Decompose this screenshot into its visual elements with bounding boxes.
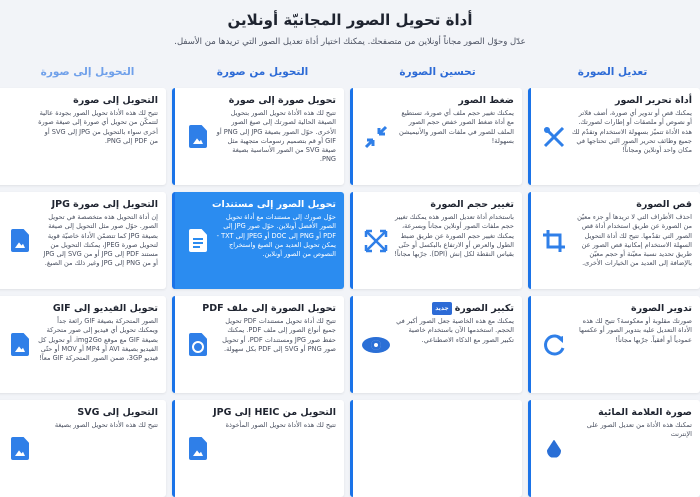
tools-grid	[0, 88, 700, 448]
card-title: تحويل الصور إلى مستندات	[212, 199, 336, 210]
card-crop-image[interactable]	[528, 192, 700, 289]
card-title: التحويل من HEIC إلى JPG	[213, 407, 336, 418]
card-title: تكبير الصورةجديد	[394, 302, 514, 315]
card-description: احذف الأطراف التي لا تريدها أو جزء معيّن من الصورة عن طريق استخدام أداة قص الصور التي تقدّمها. تتيح لك أداة التحويل السهلة الاستخدام إمكانية قص الصور عن طريق تحديد نسبة معيّنة أو حجم معيّن بالإضافة إلى العديد من الخيارات الأخرى.	[577, 213, 692, 268]
card-title: تغيير حجم الصورة	[430, 199, 514, 210]
magic-wand-icon	[537, 88, 571, 185]
card-convert-image-to-pdf[interactable]	[172, 296, 344, 393]
water-drop-icon	[537, 400, 571, 497]
card-description: باستخدام أداة تعديل الصور هذه يمكنك تغيير حجم ملفات الصور أونلاين مجاناً وبسرعة، يمكنك تغيير حجم الصورة عن طريق ضبط الطول والعرض أو الارتفاع بالبكسل أو حتّى بقياس النقطة لكل إنش (DPI). جرّبها مجاناً!	[394, 213, 514, 259]
card-description: يمكنك قص أو تدوير أي صورة، أضف فلاتر أو نصوص أو ملصقات أو إطارات لصورتك. هذه الأداة تتميّز بسهولة الاستخدام وتقدّم لك جميع وظائف تحرير الصور التي تحتاجها في مكان واحد أونلاين ومجاناً!	[572, 109, 692, 155]
tab-convert-from-image[interactable]: التحويل من صورة	[216, 66, 309, 78]
document-file-icon	[181, 192, 215, 289]
card-convert-image-to-image[interactable]	[172, 88, 344, 185]
card-convert-image-to-documents[interactable]	[172, 192, 344, 289]
card-convert-heic-to-jpg[interactable]	[172, 400, 344, 497]
card-convert-to-jpg[interactable]	[0, 192, 166, 289]
new-badge: جديد	[432, 302, 452, 315]
card-description: صورتك مقلوبة أو معكوسة؟ تتيح لك هذه الأداة التعديل عليه بتدوير الصور أو عكسها عمودياً أو أفقياً. جرّبها مجاناً!	[579, 317, 692, 344]
card-edit-image[interactable]	[528, 88, 700, 185]
card-title: التحويل إلى صورة	[73, 95, 158, 106]
pdf-file-icon	[181, 296, 215, 393]
card-description: يمكنك مع هذه الخاصية جعل الصور أكبر في الحجم. استخدمها الآن باستخدام خاصية تكبير الصور مع الذكاء الاصطناعي.	[396, 317, 514, 344]
card-description: الصور المتحركة بصيغة GIF رائعة جداً ويمكنك تحويل أي فيديو إلى صور متحركة بصيغة GIF مع موقع img2Go، أو تحويل كل الفيديو بصيغة AVI أو MP4 أو MOV أو حتّى فيديو 3GP، ضمن الصور المتحركة GIF معاً!	[38, 317, 158, 363]
card-description: تتيح لك هذه الأداة تحويل الصور المأخوذة	[225, 421, 336, 429]
card-title: صورة العلامة المائية	[598, 407, 692, 418]
image-file-icon	[3, 192, 37, 289]
page-subtitle: عدّل وحوّل الصور مجاناً أونلاين من متصفحك. يمكنك اختيار أداة تعديل الصور التي تريدها من الأسفل.	[174, 37, 526, 47]
card-compress-image[interactable]	[350, 88, 522, 185]
card-title: تدوير الصورة	[631, 303, 692, 314]
eye-icon	[359, 296, 393, 393]
card-description: حوّل صورك إلى مستندات مع أداة تحويل الصور الأفضل أونلاين. حوّل صور JPG إلى PDF أو PNG إلى DOC أو JPEG إلى TXT - يمكن تحويل العديد من الصيغ واستخراج النصوص من الصور أونلاين.	[216, 213, 336, 259]
compress-icon	[359, 88, 393, 185]
page-title: أداة تحويل الصور المجانيّة أونلاين	[227, 11, 473, 29]
card-title: تحويل الصورة إلى ملف PDF	[202, 303, 336, 314]
card-rotate-image[interactable]	[528, 296, 700, 393]
card-description: تتيح لك أداة تحويل مستندات PDF تحويل جميع أنواع الصور إلى ملف PDF. يمكنك حفظ صور JPG ومستندات PDF، أو تحويل صور PNG أو SVG إلى PDF بكل سهولة.	[222, 317, 336, 353]
card-title: التحويل إلى صورة JPG	[51, 199, 158, 210]
crop-icon	[537, 192, 571, 289]
image-file-icon	[3, 400, 37, 497]
tab-optimize-image[interactable]: تحسين الصورة	[399, 66, 476, 78]
category-tabs	[0, 66, 700, 88]
card-description: تمكنك هذه الأداة من تعديل الصور على الإنترنت	[586, 421, 692, 439]
tab-edit-image[interactable]: تعديل الصورة	[577, 66, 648, 78]
card-description: تتيح لك هذه الأداة تحويل الصور بجودة عالية لتتمكّن من تحويل أي صورة إلى صيغة صورة أخرى سواء بالتحويل من JPG إلى SVG أو من PDF إلى PNG.	[38, 109, 158, 145]
card-title: التحويل إلى SVG	[77, 407, 158, 418]
card-title: أداة تحرير الصور	[614, 95, 692, 106]
card-title: ضغط الصور	[458, 95, 514, 106]
card-convert-video-to-gif[interactable]	[0, 296, 166, 393]
card-watermark-image[interactable]	[528, 400, 700, 497]
expand-arrows-icon	[359, 192, 393, 289]
card-description: إن أداة التحويل هذه متخصصة في تحويل الصور. حوّل صور مثل التحويل إلى صيغة بصيغة JPG كما تتضمّن الأداة خاصيّة قوية لتحويل صورة JPEG، يمكنك التحويل من مستند PDF إلى JPG أو من SVG إلى JPG أو من PNG إلى JPG وغير ذلك من الصيغ.	[43, 213, 158, 268]
card-title: تحويل صورة إلى صورة	[228, 95, 336, 106]
image-file-icon	[181, 88, 215, 185]
rotate-icon	[537, 296, 571, 393]
card-description: تتيح لك هذه الأداة تحويل الصور بتحويل الصيغة الحالية لصورتك إلى صيغ الصور الأخرى. حوّل الصور بصيغة JPG إلى PNG أو GIF أو قم بتصميم رسومات متجهية مثل صيغة SVG من الصور الأساسية بصيغة PNG.	[216, 109, 336, 164]
card-convert-to-svg[interactable]	[0, 400, 166, 497]
card-description: يمكنك تغيير حجم ملف أي صورة، تستطيع مع أداة ضغط الصور خفض حجم الصور الملف للصور في ملفات الصور والأنيميشن بسهولة!	[398, 109, 514, 145]
card-resize-image[interactable]	[350, 192, 522, 289]
page-header	[0, 0, 700, 66]
card-title: قص الصورة	[636, 199, 692, 210]
card-description: تتيح لك هذه الأداة تحويل الصور بصيغة	[54, 421, 158, 429]
card-blank	[350, 400, 522, 497]
image-file-icon	[181, 400, 215, 497]
card-title: تحويل الفيديو إلى GIF	[52, 303, 158, 314]
card-enlarge-image[interactable]	[350, 296, 522, 393]
card-convert-to-image[interactable]	[0, 88, 166, 185]
tab-convert-to-image[interactable]: التحويل إلى صورة	[40, 66, 135, 78]
video-file-icon	[3, 296, 37, 393]
